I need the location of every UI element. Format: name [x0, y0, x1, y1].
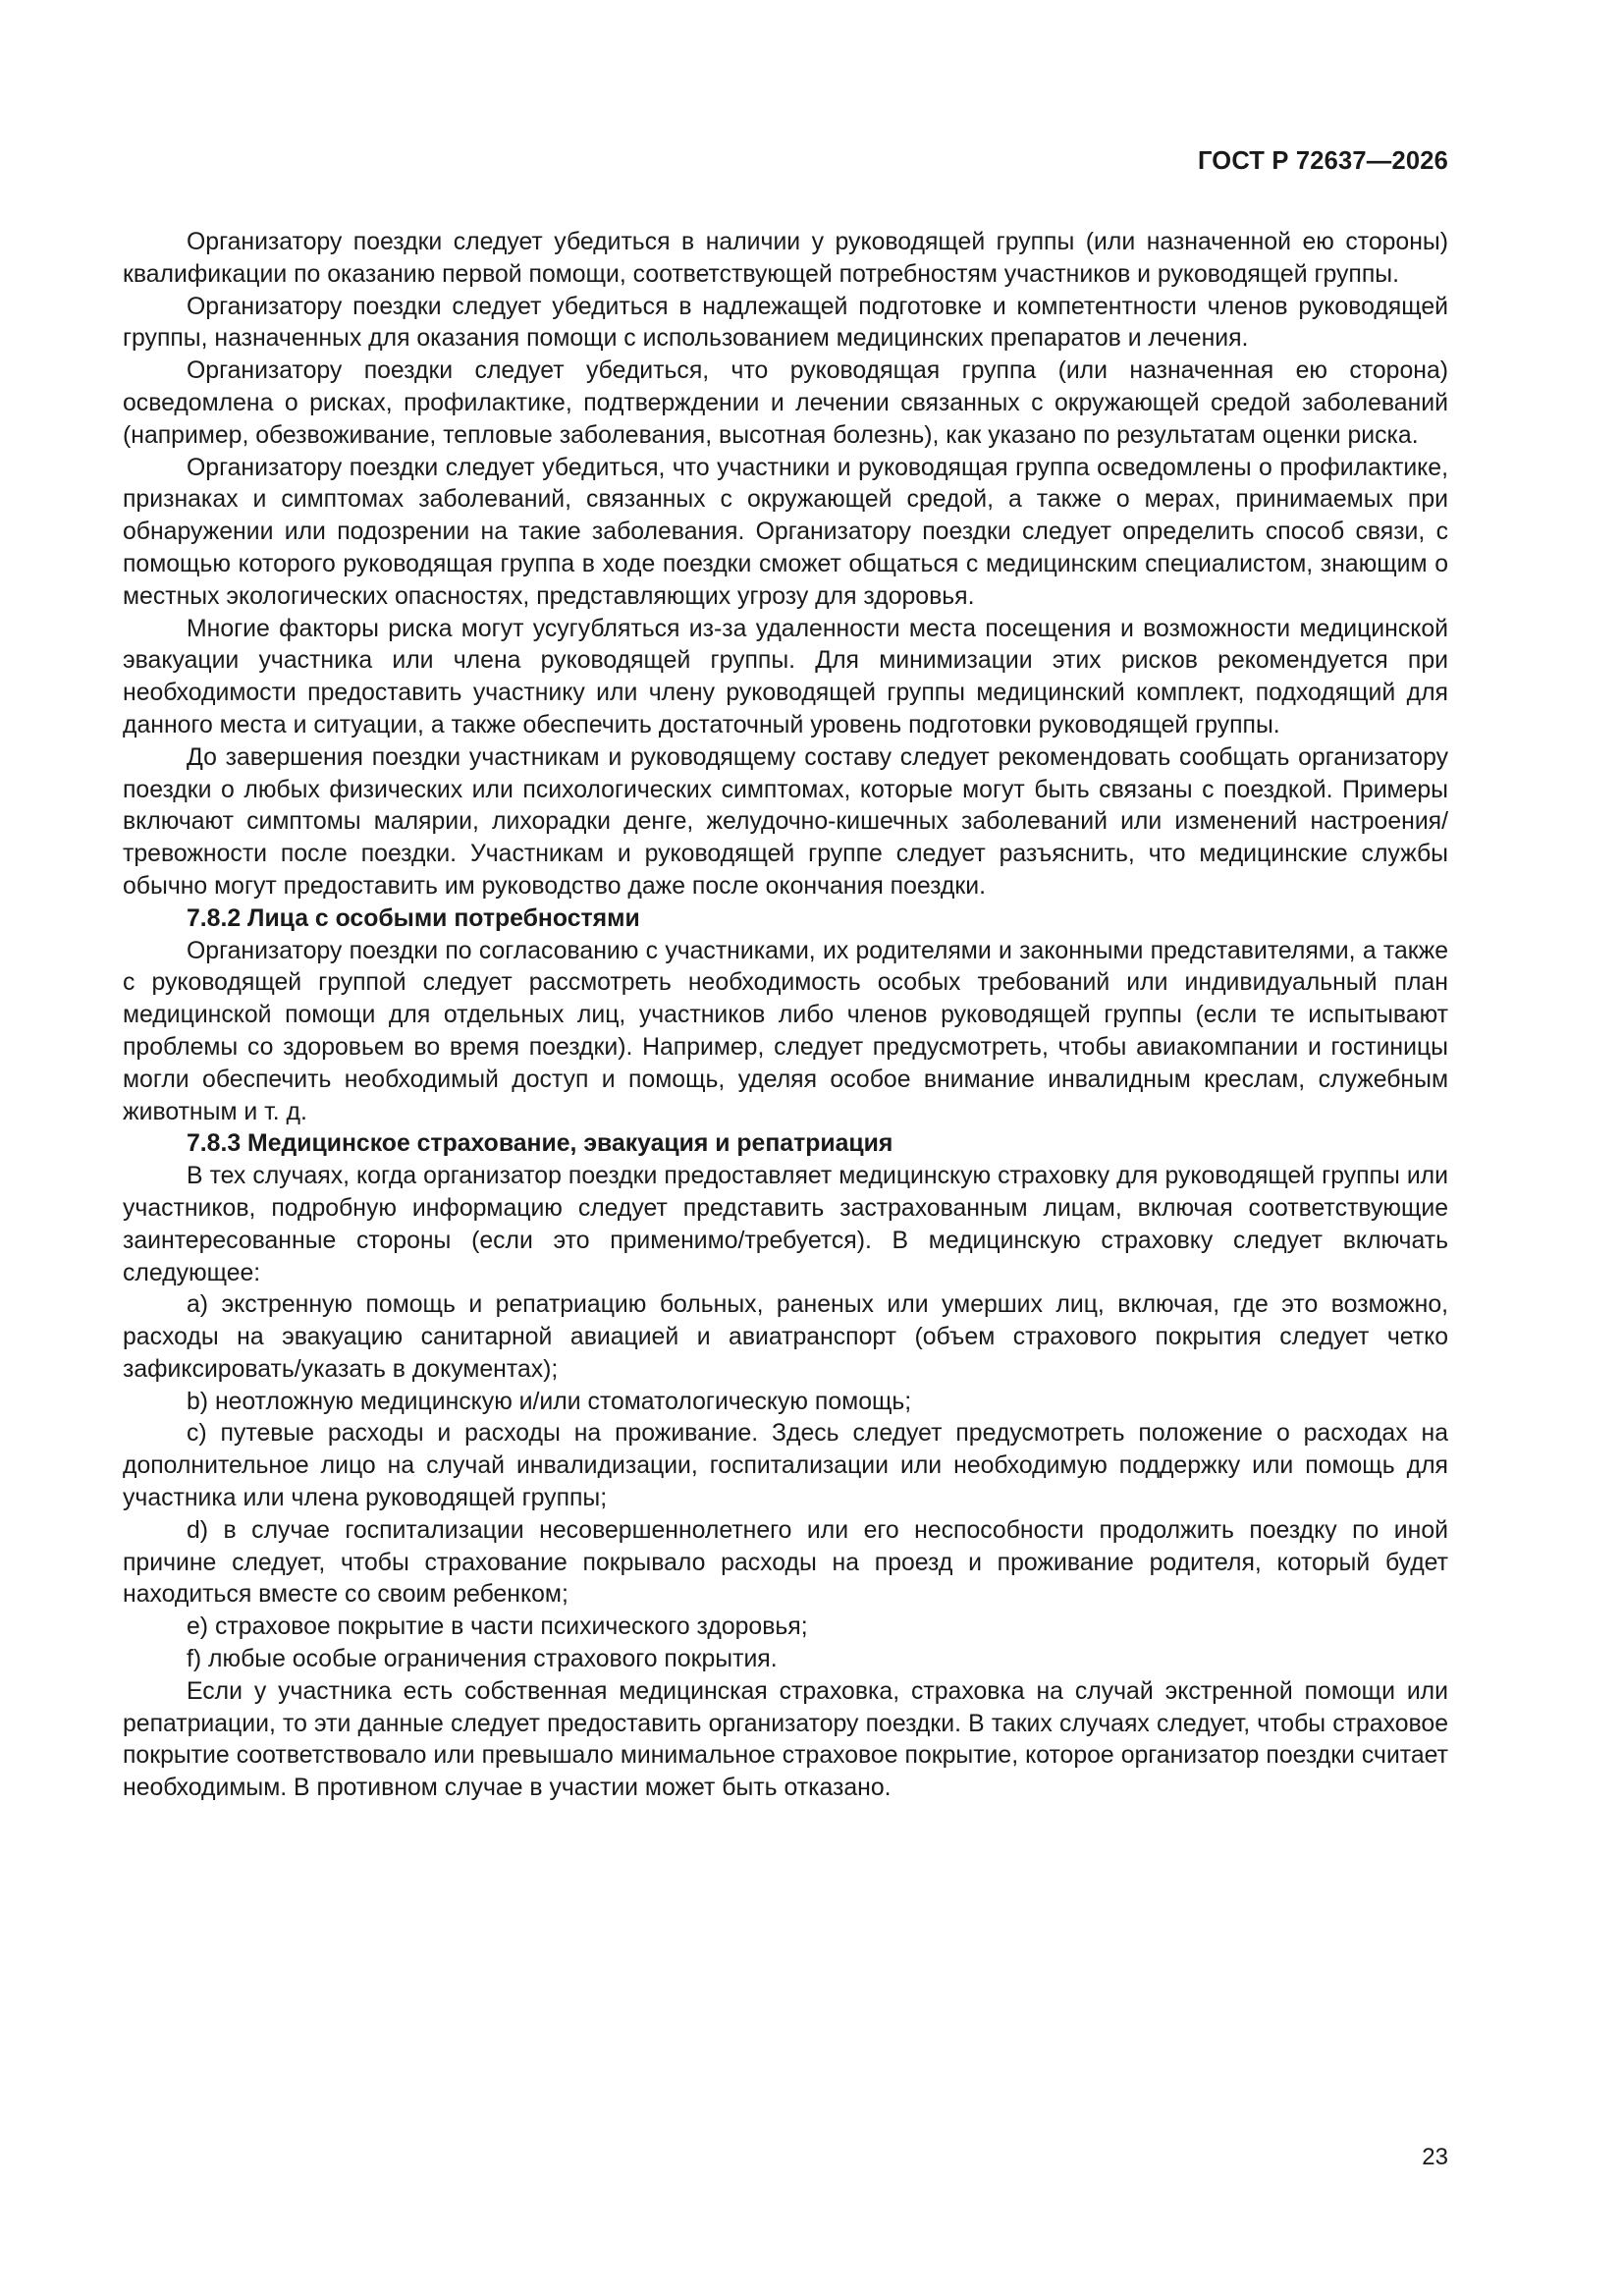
document-body	[123, 227, 1448, 1805]
paragraph: Если у участника есть собственная медицинская страховка, страховка на случай экстренной помощи или репатриации, то эти данные следует предоставить организатору поездки. В таких случаях следует, чтобы страховое покрытие соответствовало или превышало минимальное страховое покрытие, которое организатор поездки считает необходимым. В противном случае в участии может быть отказано.	[123, 1677, 1448, 1802]
section-heading: 7.8.3 Медицинское страхование, эвакуация и репатриация	[187, 1130, 893, 1158]
page-number: 23	[1422, 2144, 1448, 2170]
paragraph: В тех случаях, когда организатор поездки предоставляет медицинскую страховку для руководящей группы или участников, подробную информацию следует представить застрахованным лицам, включая соответствующие заинтересованные стороны (если это применимо/требуется). В медицинскую страховку следует включать следующее:	[123, 1163, 1448, 1286]
paragraph: Организатору поездки следует убедиться в наличии у руководящей группы (или назначенной ею стороны) квалификации по оказанию первой помощи, соответствующей потребностям участников и руководящей группы.	[123, 229, 1448, 288]
paragraph: d) в случае госпитализации несовершеннолетнего или его неспособности продолжить поездку по иной причине следует, чтобы страхование покрывало расходы на проезд и проживание родителя, который будет находиться вместе со своим ребенком;	[123, 1516, 1448, 1609]
paragraph: Организатору поездки по согласованию с участниками, их родителями и законными представителями, а также с руководящей группой следует рассмотреть необходимость особых требований или индивидуальный план медицинской помощи для отдельных лиц, участников либо членов руководящей группы (если те испытывают проблемы со здоровьем во время поездки). Например, следует предусмотреть, чтобы авиакомпании и гостиницы могли обеспечить необходимый доступ и помощь, уделяя особое внимание инвалидным креслам, служебным животным и т. д.	[123, 937, 1448, 1125]
paragraph: c) путевые расходы и расходы на проживание. Здесь следует предусмотреть положение о расходах на дополнительное лицо на случай инвалидизации, госпитализации или необходимую поддержку или помощь для участника или члена руководящей группы;	[123, 1420, 1448, 1512]
paragraph: До завершения поездки участникам и руководящему составу следует рекомендовать сообщать организатору поездки о любых физических или психологических симптомах, которые могут быть связаны с поездкой. Примеры включают симптомы малярии, лихорадки денге, желудочно-кишечных заболеваний или изменений настроения/тревожности после поездки. Участникам и руководящей группе следует разъяснить, что медицинские службы обычно могут предоставить им руководство даже после окончания поездки.	[123, 743, 1448, 900]
paragraph: e) страховое покрытие в части психического здоровья;	[187, 1613, 808, 1641]
paragraph: Многие факторы риска могут усугубляться из-за удаленности места посещения и возможности медицинской эвакуации участника или члена руководящей группы. Для минимизации этих рисков рекомендуется при необходимости предоставить участнику или члену руководящей группы медицинский комплект, подходящий для данного места и ситуации, а также обеспечить достаточный уровень подготовки руководящей группы.	[123, 615, 1448, 738]
paragraph: Организатору поездки следует убедиться в надлежащей подготовке и компетентности членов руководящей группы, назначенных для оказания помощи с использованием медицинских препаратов и лечения.	[123, 293, 1448, 353]
paragraph: Организатору поездки следует убедиться, что руководящая группа (или назначенная ею сторона) осведомлена о рисках, профилактике, подтверждении и лечении связанных с окружающей средой заболеваний (например, обезвоживание, тепловые заболевания, высотная болезнь), как указано по результатам оценки риска.	[123, 357, 1448, 449]
paragraph: a) экстренную помощь и репатриацию больных, раненых или умерших лиц, включая, где это возможно, расходы на эвакуацию санитарной авиацией и авиатранспорт (объем страхового покрытия следует четко зафиксировать/указать в документах);	[123, 1291, 1448, 1383]
section-heading: 7.8.2 Лица с особыми потребностями	[187, 904, 640, 932]
standard-id-header: ГОСТ Р 72637—2026	[1197, 147, 1448, 175]
paragraph: b) неотложную медицинскую и/или стоматологическую помощь;	[187, 1388, 912, 1415]
paragraph: f) любые особые ограничения страхового покрытия.	[187, 1646, 778, 1673]
paragraph: Организатору поездки следует убедиться, что участники и руководящая группа осведомлены о профилактике, признаках и симптомах заболеваний, связанных с окружающей средой, а также о мерах, принимаемых при обнаружении или подозрении на такие заболевания. Организатору поездки следует определить способ связи, с помощью которого руководящая группа в ходе поездки сможет общаться с медицинским специалистом, знающим о местных экологических опасностях, представляющих угрозу для здоровья.	[123, 454, 1448, 610]
